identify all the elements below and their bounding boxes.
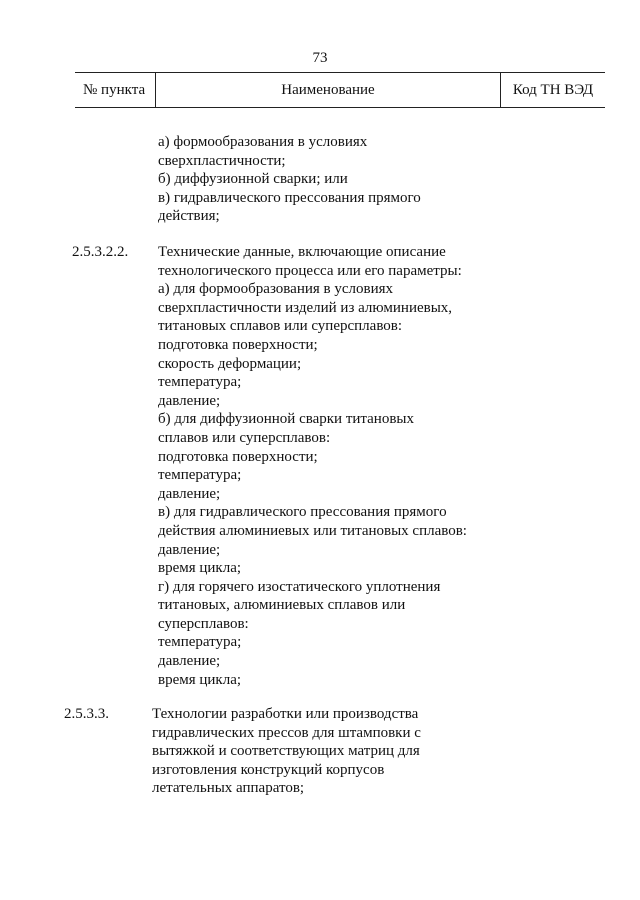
entry-line: титановых, алюминиевых сплавов или (158, 597, 406, 614)
column-header-code: Код ТН ВЭД (500, 73, 605, 107)
entry-line: сплавов или суперсплавов: (158, 429, 331, 446)
entry-line: время цикла; (158, 560, 242, 577)
entry-line: сверхпластичности; (158, 152, 286, 169)
page-number: 73 (312, 50, 328, 66)
entry-line: действия алюминиевых или титановых сплавов: (158, 522, 467, 539)
entry-line: давление; (158, 485, 221, 502)
entry-line: а) формообразования в условиях (158, 134, 368, 150)
entry-line: скорость деформации; (158, 355, 302, 372)
entry-line: давление; (158, 541, 221, 558)
table-header (75, 72, 605, 108)
entry-line: б) диффузионной сварки; или (158, 171, 348, 188)
entry-line: подготовка поверхности; (158, 448, 318, 465)
entry-line: температура; (158, 467, 242, 484)
entry-line: летательных аппаратов; (152, 780, 305, 797)
entry-line: б) для диффузионной сварки титановых (158, 411, 414, 428)
column-header-number: № пункта (83, 81, 146, 98)
entry-line: суперсплавов: (158, 615, 249, 632)
entry-text (158, 133, 421, 226)
entry-line: гидравлических прессов для штамповки с (152, 724, 421, 741)
entry-line: температура; (158, 634, 242, 651)
entry-line: температура; (158, 374, 242, 391)
entry-line: технологического процесса или его параметры: (158, 262, 462, 279)
entry-line: в) для гидравлического прессования прямого (158, 504, 447, 521)
entry-line: а) для формообразования в условиях (158, 281, 394, 298)
entry-line: Технологии разработки или производства (152, 706, 419, 722)
entry-text (152, 705, 421, 798)
entry-line: действия; (158, 208, 220, 225)
entry-line: изготовления конструкций корпусов (152, 761, 385, 778)
entry-line: Технические данные, включающие описание (158, 244, 446, 260)
entry-line: вытяжкой и соответствующих матриц для (152, 743, 420, 760)
entry-line: сверхпластичности изделий из алюминиевых, (158, 299, 453, 316)
entry-line: время цикла; (158, 671, 242, 688)
entry-line: давление; (158, 653, 221, 670)
column-header-name: Наименование (155, 73, 500, 107)
entry-line: в) гидравлического прессования прямого (158, 189, 421, 206)
entry-number: 2.5.3.2.2. (72, 244, 129, 260)
entry-text (158, 243, 467, 689)
entry-line: г) для горячего изостатического уплотнения (158, 578, 441, 595)
entry-number: 2.5.3.3. (64, 706, 109, 722)
entry-line: титановых сплавов или суперсплавов: (158, 318, 403, 335)
entry-line: давление; (158, 392, 221, 409)
entry-line: подготовка поверхности; (158, 336, 318, 353)
